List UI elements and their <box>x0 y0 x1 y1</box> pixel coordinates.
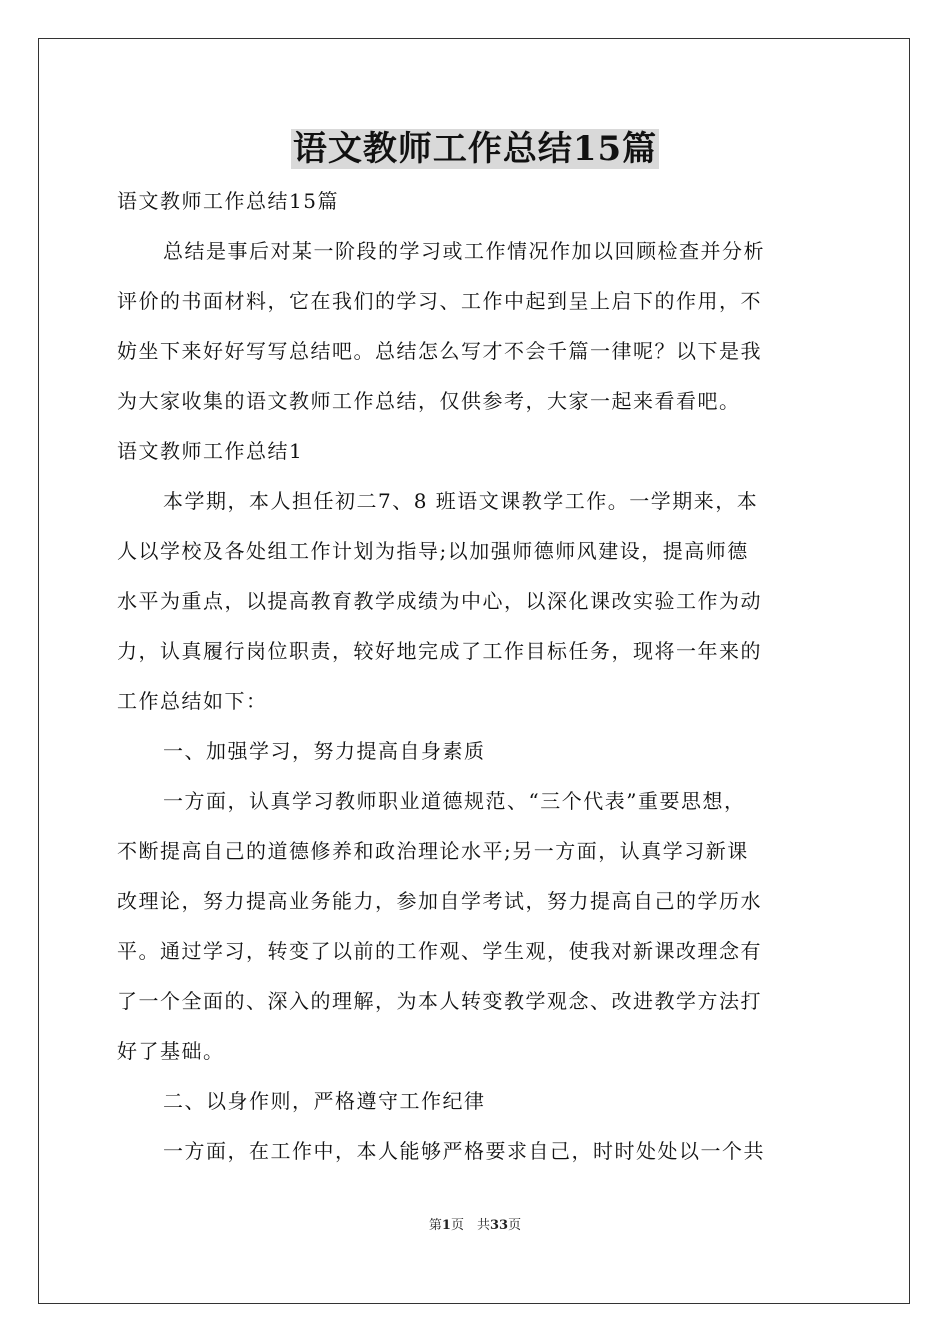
page-number-prefix: 第 <box>428 1218 442 1233</box>
text-line: 了一个全面的、深入的理解，为本人转变教学观念、改进教学方法打 <box>117 989 762 1013</box>
text-line: 本学期，本人担任初二7、8 班语文课教学工作。一学期来，本 <box>163 489 759 513</box>
text-line: 语文教师工作总结15篇 <box>117 189 339 213</box>
text-line: 人以学校及各处组工作计划为指导;以加强师德师风建设，提高师德 <box>117 539 749 563</box>
text-line: 语文教师工作总结1 <box>117 439 304 463</box>
text-line: 工作总结如下： <box>117 689 268 713</box>
text-line: 总结是事后对某一阶段的学习或工作情况作加以回顾检查并分析 <box>163 239 765 263</box>
text-line: 不断提高自己的道德修养和政治理论水平;另一方面，认真学习新课 <box>117 839 749 863</box>
text-line: 平。通过学习，转变了以前的工作观、学生观，使我对新课改理念有 <box>117 939 762 963</box>
text-line: 力，认真履行岗位职责，较好地完成了工作目标任务，现将一年来的 <box>117 639 762 663</box>
text-line: 水平为重点，以提高教育教学成绩为中心，以深化课改实验工作为动 <box>117 589 762 613</box>
document-title-text: 语文教师工作总结15篇 <box>292 129 658 169</box>
page-footer <box>0 1216 950 1236</box>
text-line: 为大家收集的语文教师工作总结，仅供参考，大家一起来看看吧。 <box>117 389 741 413</box>
page-number-mid: 页 共 <box>450 1218 490 1233</box>
page-number-current: 1 <box>441 1218 451 1233</box>
text-line: 一方面，认真学习教师职业道德规范、“三个代表”重要思想， <box>163 789 746 813</box>
text-line: 二、以身作则，严格遵守工作纪律 <box>163 1089 486 1113</box>
text-line: 好了基础。 <box>117 1039 225 1063</box>
text-line: 一、加强学习，努力提高自身素质 <box>163 739 486 763</box>
text-line: 一方面，在工作中，本人能够严格要求自己，时时处处以一个共 <box>163 1139 765 1163</box>
document-title <box>0 124 950 174</box>
page-number-suffix: 页 <box>508 1218 522 1233</box>
document-body <box>117 176 835 1176</box>
text-line: 改理论，努力提高业务能力，参加自学考试，努力提高自己的学历水 <box>117 889 762 913</box>
page-number-total: 33 <box>489 1218 509 1233</box>
text-line: 妨坐下来好好写写总结吧。总结怎么写才不会千篇一律呢？以下是我 <box>117 339 762 363</box>
text-line: 评价的书面材料，它在我们的学习、工作中起到呈上启下的作用，不 <box>117 289 762 313</box>
